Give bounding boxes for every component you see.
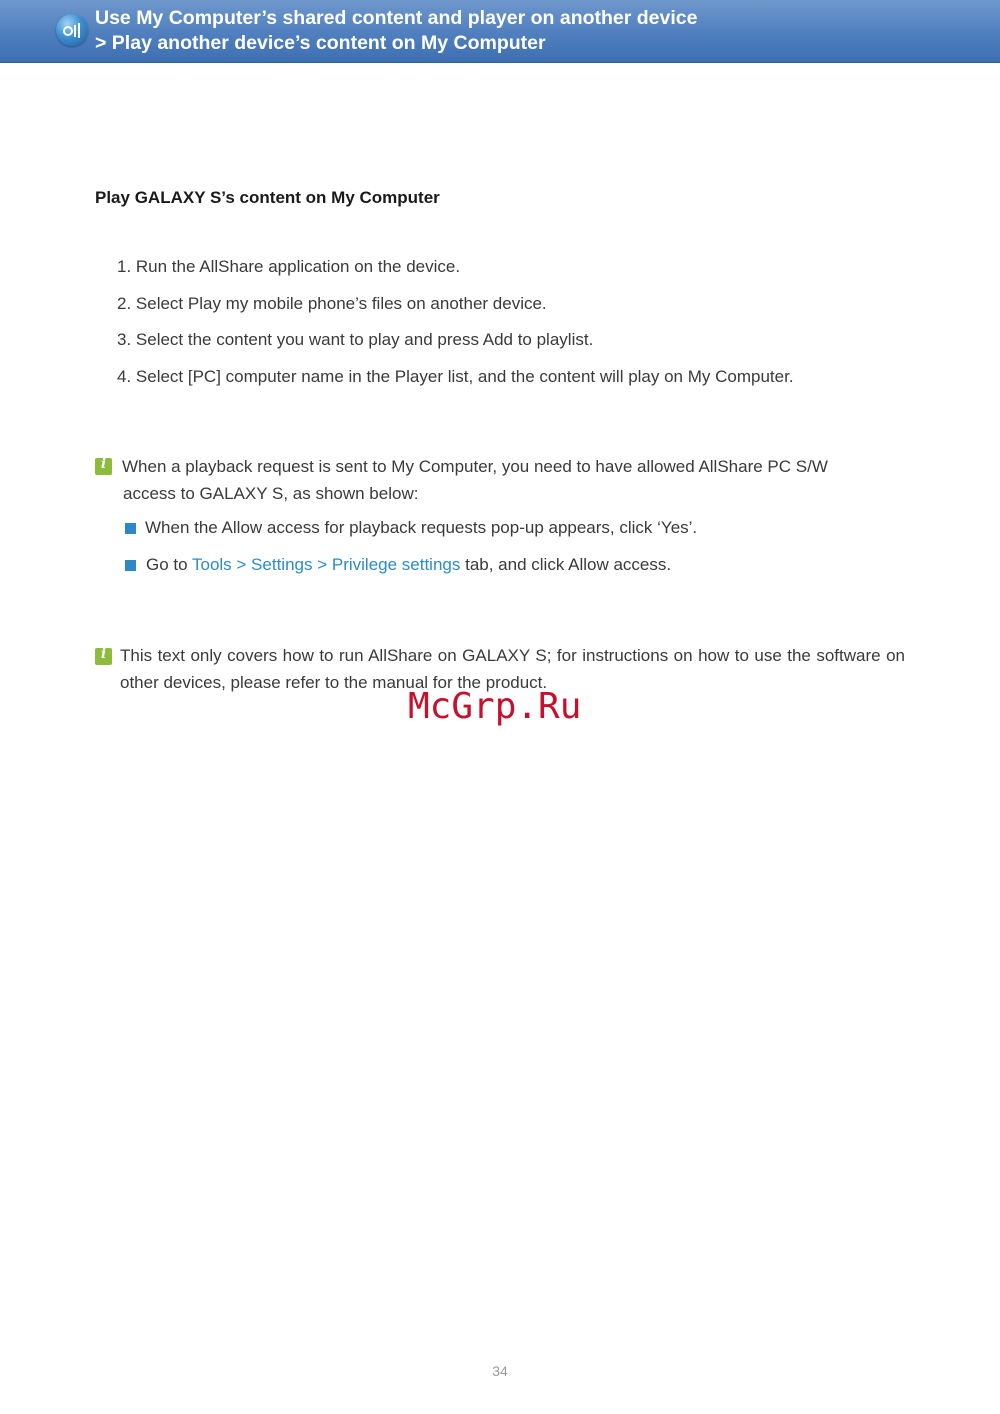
header-title-line1: Use My Computer’s shared content and player on another device bbox=[95, 7, 698, 29]
section-heading: Play GALAXY S’s content on My Computer bbox=[95, 188, 440, 207]
bullet-text: tab, and click Allow access. bbox=[460, 555, 672, 574]
bullet-item-privilege-settings bbox=[146, 555, 671, 575]
step-item: 4. Select [PC] computer name in the Player list, and the content will play on My Computer. bbox=[117, 366, 794, 386]
note-playback-request bbox=[122, 453, 912, 507]
step-item: 1. Run the AllShare application on the device. bbox=[117, 257, 461, 276]
note-line: When a playback request is sent to My Computer, you need to have allowed AllShare PC S/W bbox=[122, 457, 828, 476]
note-other-devices: This text only covers how to run AllShare on GALAXY S; for instructions on how to use the software on other devices, please refer to the manual for the product. bbox=[120, 646, 905, 692]
step-item: 3. Select the content you want to play and press Add to playlist. bbox=[117, 330, 594, 349]
bullet-item-allow-popup: When the Allow access for playback requests pop-up appears, click ‘Yes’. bbox=[145, 518, 698, 537]
bullet-square-icon bbox=[125, 560, 136, 571]
allshare-logo-icon bbox=[56, 14, 88, 46]
tools-settings-privilege-link[interactable]: Tools > Settings > Privilege settings bbox=[192, 555, 461, 574]
watermark: McGrp.Ru bbox=[408, 686, 582, 727]
info-icon: i bbox=[95, 458, 112, 475]
steps-list bbox=[117, 255, 794, 401]
note-line: access to GALAXY S, as shown below: bbox=[123, 484, 419, 503]
header-title bbox=[95, 6, 697, 56]
bullet-text: Go to bbox=[146, 555, 192, 574]
header-title-line2: > Play another device’s content on My Computer bbox=[95, 32, 546, 54]
page-header bbox=[0, 0, 1000, 63]
step-item: 2. Select Play my mobile phone’s files on another device. bbox=[117, 293, 547, 313]
page-number: 34 bbox=[492, 1363, 508, 1379]
bullet-square-icon bbox=[125, 523, 136, 534]
info-icon: i bbox=[95, 648, 112, 665]
